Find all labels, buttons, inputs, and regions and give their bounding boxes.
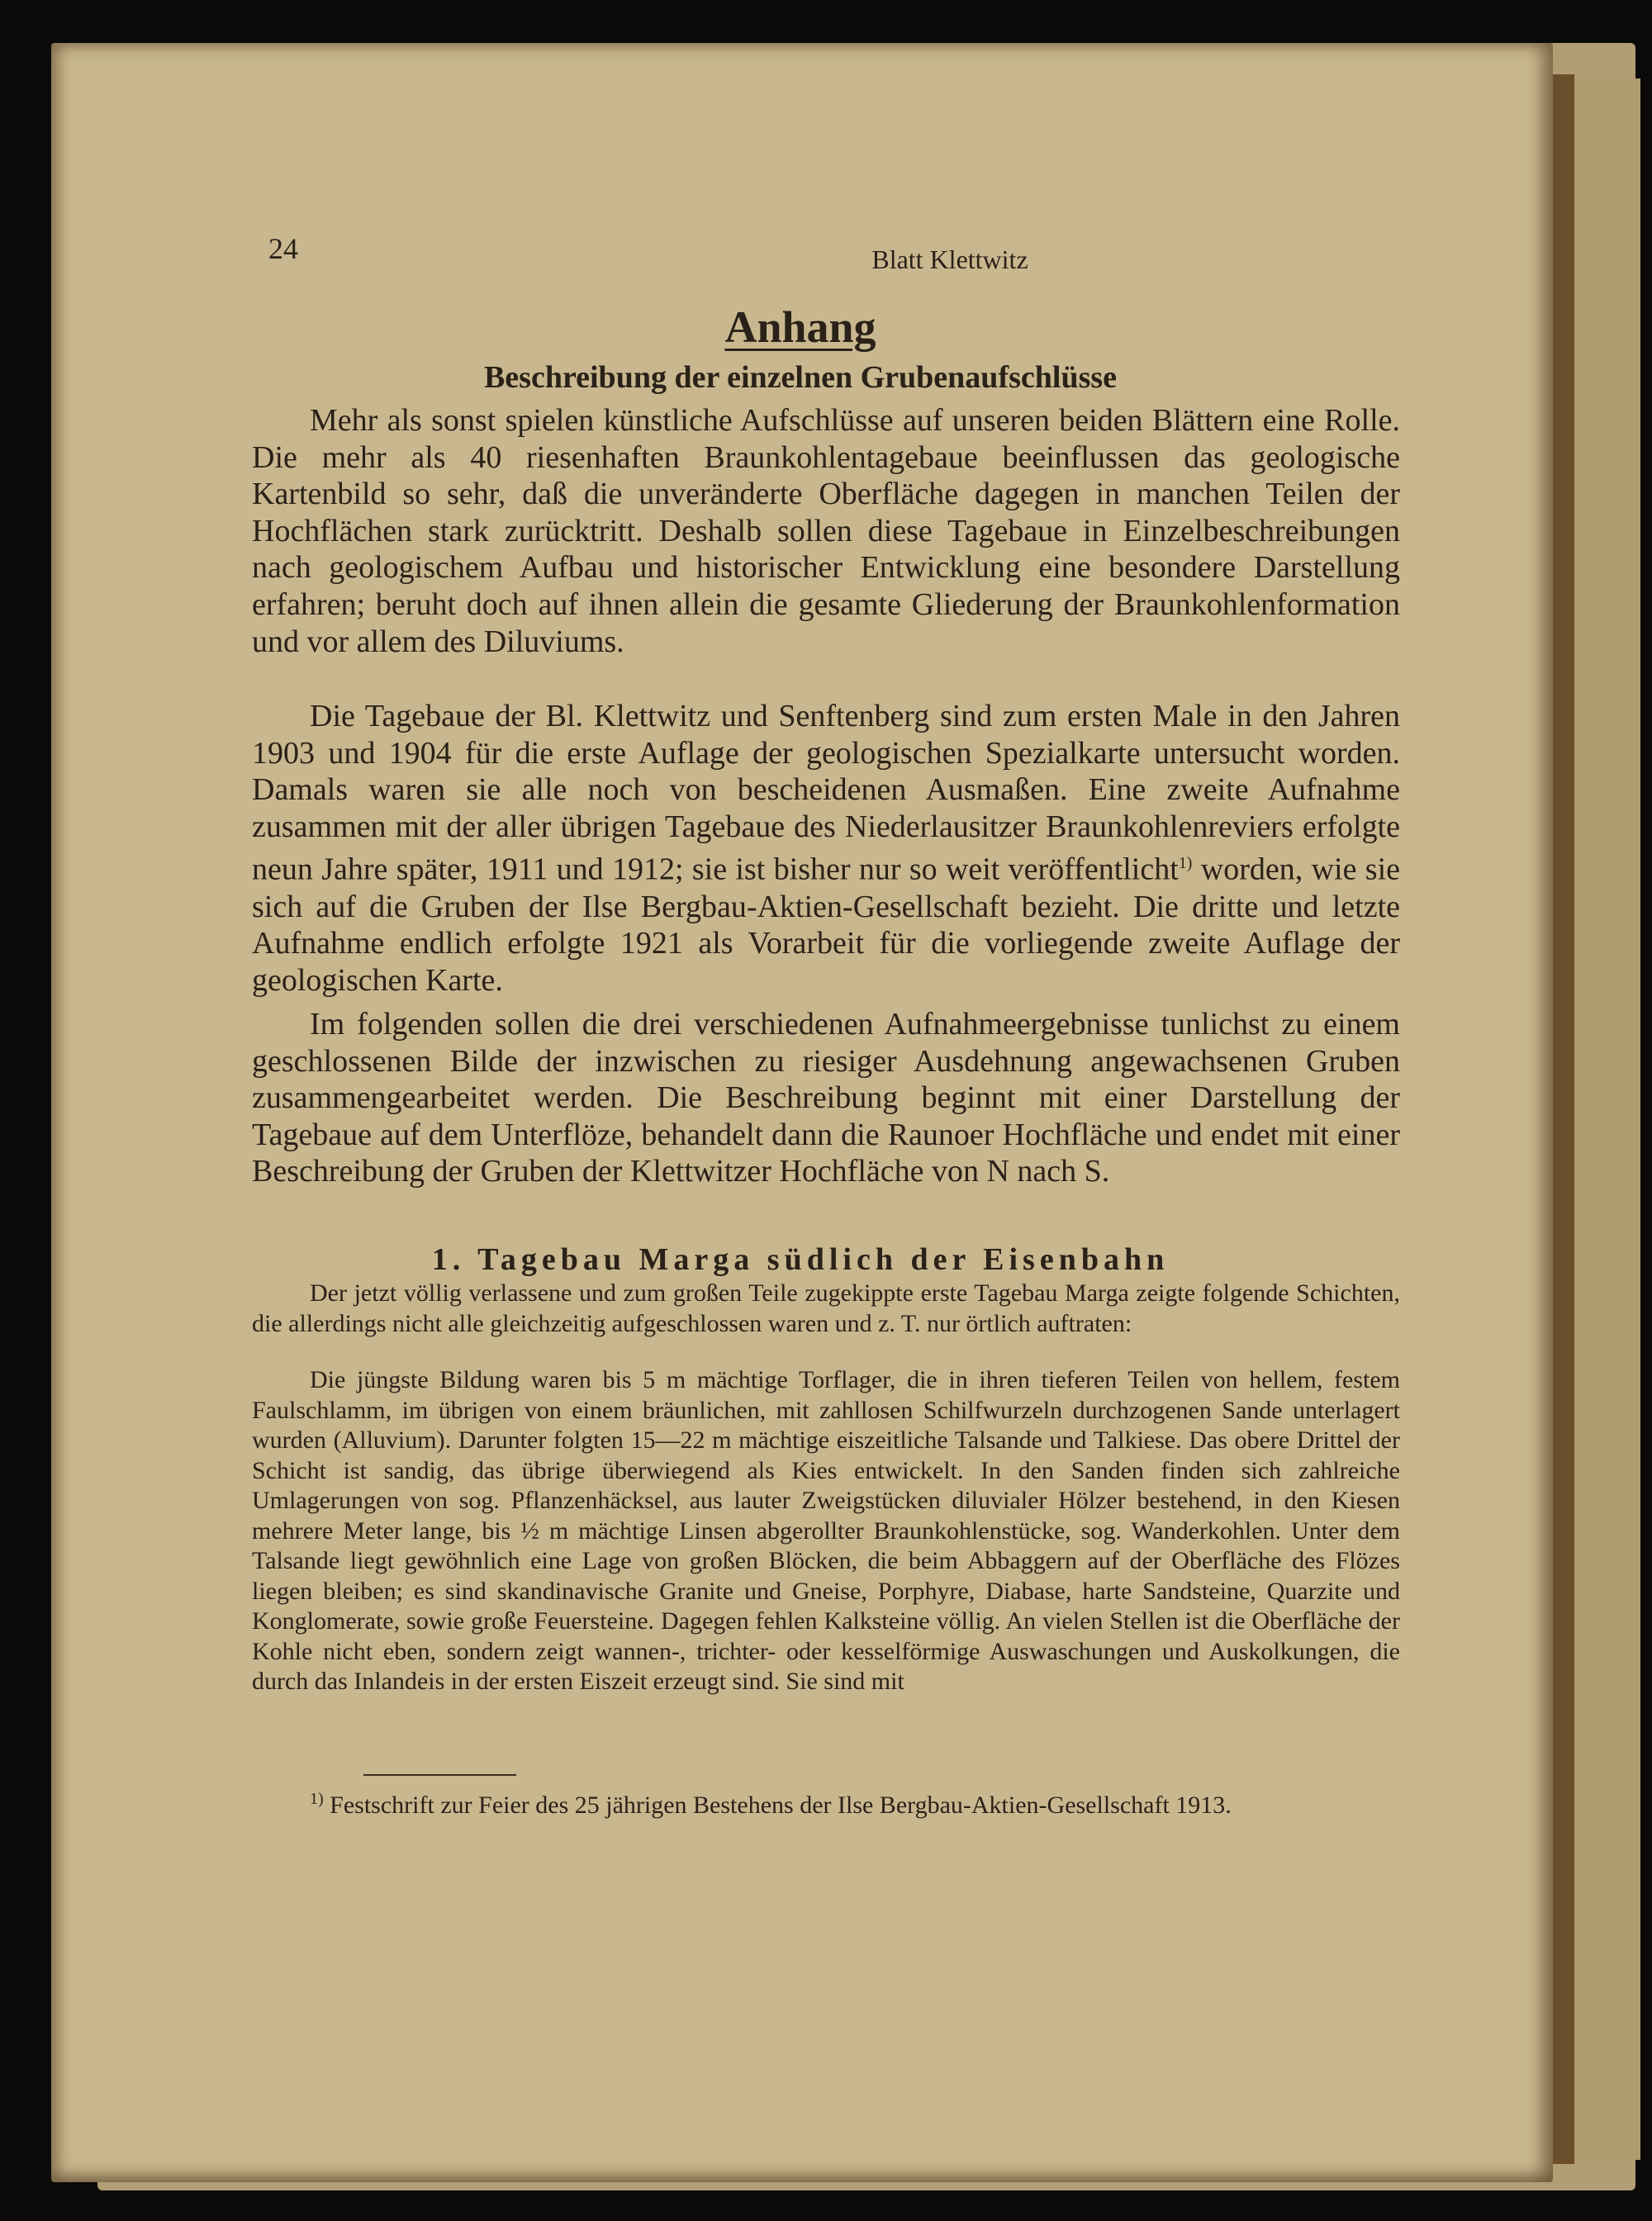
paragraph-small: Die jüngste Bildung waren bis 5 m mächtige Torflager, die in ihren tieferen Teilen von hellem, festem Faulschlamm, im übrigen von einem bräunlichen, mit zahllosen Schilfwurzeln durchzogenen Sande unterlagert wurden (Alluvium). Darunter folgten 15—22 m mächtige eiszeitliche Talsande und Talkiese. Das obere Drittel der Schicht ist sandig, das übrige überwiegend als Kies entwickelt. In den Sanden finden sich zahlreiche Umlagerungen von sog. Pflanzenhäcksel, aus lauter Zweigstücken diluvialer Hölzer bestehend, in den Kiesen mehrere Meter lange, bis ½ m mächtige Linsen abgerollter Braunkohlenstücke, sog. Wanderkohlen. Unter dem Talsande liegt gewöhnlich eine Lage von großen Blöcken, die beim Abbaggern auf der Oberfläche des Flözes liegen bleiben; es sind skandinavische Granite und Gneise, Porphyre, Diabase, harte Sandsteine, Quarzite und Konglomerate, sowie große Feuersteine. Dagegen fehlen Kalksteine völlig. An vielen Stellen ist die Oberfläche der Kohle nicht eben, sondern zeigt wannen-, trichter- oder kesselförmige Auswaschungen und Auskolkungen, die durch das Inlandeis in der ersten Eiszeit erzeugt sind. Sie sind mit	[252, 1366, 1400, 1695]
running-head: Blatt Klettwitz	[871, 244, 1028, 274]
paragraph-small: Der jetzt völlig verlassene und zum großen Teile zugekippte erste Tagebau Marga zeigte folgende Schichten, die allerdings nicht alle gleichzeitig aufgeschlossen waren und z. T. nur örtlich auftraten:	[252, 1279, 1400, 1337]
footnote-marker: 1)	[310, 1790, 324, 1808]
paragraph: Mehr als sonst spielen künstliche Aufschlüsse auf unseren beiden Blättern eine Rolle. Die mehr als 40 riesenhaften Braunkohlentagebaue beeinflussen das geologische Kartenbild so sehr, daß die unveränderte Oberfläche dagegen in manchen Teilen der Hochflächen stark zurücktritt. Deshalb sollen diese Tagebaue in Einzelbeschreibungen nach geologischem Aufbau und historischer Entwicklung eine besondere Darstellung erfahren; beruht doch auf ihnen allein die gesamte Gliederung der Braunkohlenformation und vor allem des Diluviums.	[252, 403, 1400, 659]
footnote	[252, 1784, 1400, 1820]
section-subtitle: Beschreibung der einzelnen Grubenaufschlüsse	[483, 360, 1118, 395]
facing-page-edge	[1574, 78, 1640, 2160]
paragraph	[252, 698, 1400, 999]
book-page	[51, 43, 1553, 2182]
subsection-heading: 1. Tagebau Marga südlich der Eisenbahn	[431, 1242, 1170, 1277]
page-content	[51, 43, 1502, 2139]
book-gutter	[1553, 74, 1574, 2164]
section-title	[51, 301, 1502, 353]
footnote-reference: 1)	[1178, 854, 1193, 873]
footnote-text: Festschrift zur Feier des 25 jährigen Bestehens der Ilse Bergbau-Aktien-Gesellschaft 1913.	[323, 1792, 1232, 1819]
section-title-text: Anhang	[724, 302, 876, 352]
footnote-rule	[363, 1774, 516, 1776]
paragraph-text: worden, wie sie sich auf die Gruben der Ilse Bergbau-Aktien-Gesellschaft bezieht. Die dritte und letzte Aufnahme endlich erfolgte 1921 als Vorarbeit für die vorliegende zweite Auflage der geologischen Karte.	[252, 852, 1400, 998]
paragraph: Im folgenden sollen die drei verschiedenen Aufnahmeergebnisse tunlichst zu einem geschlossenen Bilde der inzwischen zu riesiger Ausdehnung angewachsenen Gruben zusammengearbeitet werden. Die Beschreibung beginnt mit einer Darstellung der Tagebaue auf dem Unterflöze, behandelt dann die Raunoer Hochfläche und endet mit einer Beschreibung der Gruben der Klettwitzer Hochfläche von N nach S.	[252, 1007, 1400, 1189]
paragraph-text: Die Tagebaue der Bl. Klettwitz und Senftenberg sind zum ersten Male in den Jahren 1903 und 1904 für die erste Auflage der geologischen Spezialkarte untersucht worden. Damals waren sie alle noch von bescheidenen Ausmaßen. Eine zweite Aufnahme zusammen mit der aller übrigen Tagebaue des Niederlausitzer Braunkohlenreviers erfolgte neun Jahre später, 1911 und 1912; sie ist bisher nur so weit veröffentlicht	[252, 699, 1400, 888]
page-number: 24	[268, 232, 298, 265]
